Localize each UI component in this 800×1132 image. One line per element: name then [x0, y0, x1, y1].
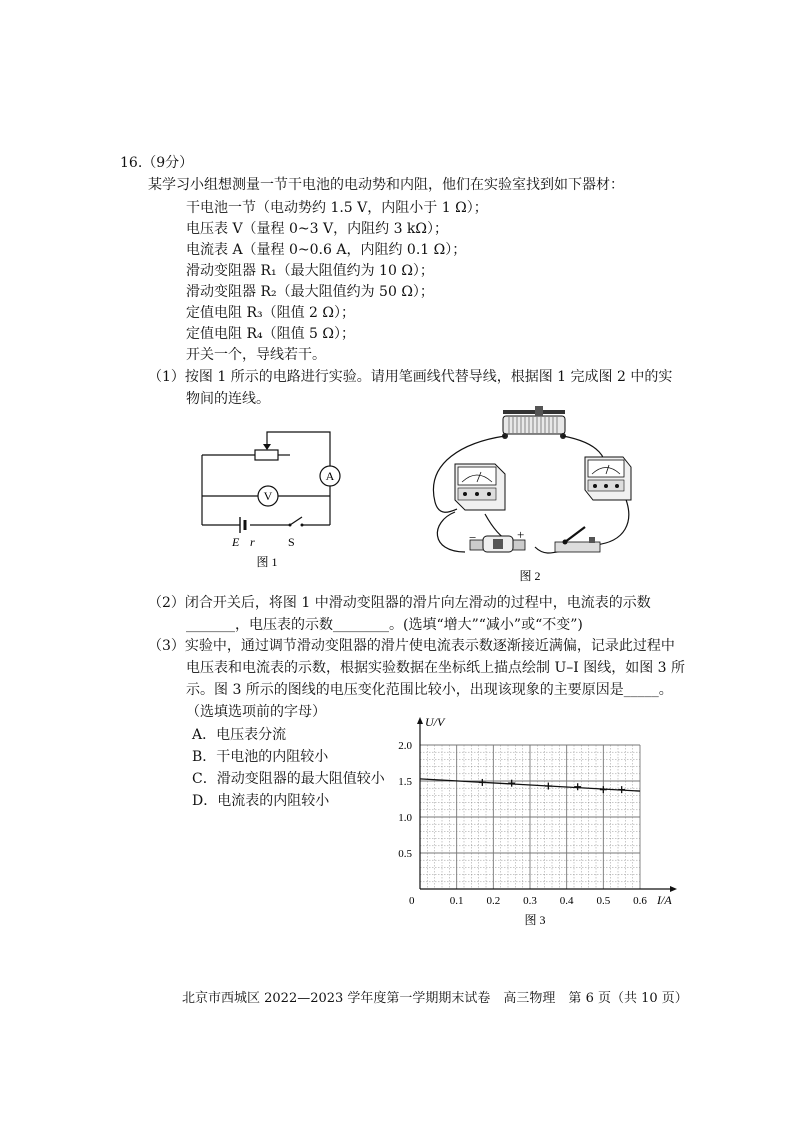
- label-S: S: [288, 535, 295, 549]
- data-point: [618, 786, 625, 793]
- part3-line2: 电压表和电流表的示数，根据实验数据在坐标纸上描点绘制 U–I 图线，如图 3 所: [186, 660, 686, 676]
- y-tick-label: 1.0: [398, 812, 412, 824]
- rheostat: [255, 450, 278, 460]
- equipment-item: 电压表 V（量程 0~3 V，内阻约 3 kΩ）；: [186, 221, 449, 237]
- x-tick-label: 0.6: [633, 895, 647, 907]
- figure1-caption: 图 1: [256, 555, 278, 569]
- x-tick-label: 0.2: [486, 895, 501, 907]
- x-tick-label: 0.1: [449, 895, 464, 907]
- x-tick-label: 0.5: [596, 895, 611, 907]
- label-r: r: [250, 535, 255, 549]
- y-axis-label: U/V: [425, 715, 445, 729]
- figure2-caption: 图 2: [519, 569, 541, 583]
- switch-symbol: [290, 517, 302, 525]
- origin-label: 0: [409, 895, 415, 907]
- ammeter-label: A: [325, 469, 335, 483]
- rheostat-device: [502, 406, 566, 439]
- figure1-circuit: [190, 420, 360, 575]
- y-axis-arrow: [417, 717, 423, 724]
- data-point: [479, 779, 486, 786]
- equipment-item: 电流表 A（量程 0~0.6 A，内阻约 0.1 Ω）；: [186, 242, 467, 258]
- figure3-caption: 图 3: [524, 913, 546, 927]
- voltmeter-label: V: [263, 489, 273, 503]
- label-E: E: [232, 535, 240, 549]
- option-d: D．电流表的内阻较小: [192, 793, 330, 809]
- x-axis-arrow: [670, 886, 677, 892]
- part2-line1: （2）闭合开关后，将图 1 中滑动变阻器的滑片向左滑动的过程中，电流表的示数: [148, 595, 651, 611]
- equipment-item: 滑动变阻器 R₁（最大阻值约为 10 Ω）；: [186, 263, 434, 279]
- battery-plus-label: +: [517, 527, 525, 542]
- figure3-chart: [385, 712, 685, 932]
- figure2-equipment: [425, 402, 650, 592]
- equipment-item: 滑动变阻器 R₂（最大阻值约为 50 Ω）；: [186, 284, 434, 300]
- rheostat-slider: [263, 444, 271, 450]
- part2-line2: _______，电压表的示数________。(选填“增大”“减小”或“不变”): [186, 617, 583, 633]
- option-c: C．滑动变阻器的最大阻值较小: [192, 771, 385, 787]
- battery-minus-label: −: [469, 530, 477, 545]
- x-tick-label: 0.3: [523, 895, 537, 907]
- data-point: [600, 786, 607, 793]
- question-number: 16.（9分）: [120, 155, 194, 171]
- equipment-item: 开关一个，导线若干。: [186, 347, 326, 363]
- equipment-item: 定值电阻 R₄（阻值 5 Ω）；: [186, 326, 356, 342]
- option-a: A．电压表分流: [192, 727, 287, 743]
- data-point: [574, 783, 581, 790]
- switch-device: [555, 527, 600, 552]
- y-tick-label: 2.0: [398, 740, 412, 752]
- part3-line4: （选填选项前的字母）: [186, 704, 326, 720]
- part3-line3: 示。图 3 所示的图线的电压变化范围比较小，出现该现象的主要原因是_____。: [186, 682, 673, 698]
- voltmeter-device: [455, 464, 505, 510]
- option-b: B．干电池的内阻较小: [192, 749, 329, 765]
- equipment-item: 干电池一节（电动势约 1.5 V，内阻小于 1 Ω）；: [186, 200, 488, 216]
- question-intro: 某学习小组想测量一节干电池的电动势和内阻，他们在实验室找到如下器材：: [148, 177, 624, 193]
- ammeter-device: [585, 457, 631, 500]
- page-footer: 北京市西城区 2022—2023 学年度第一学期期末试卷 高三物理 第 6 页（共 10 页）: [182, 991, 688, 1006]
- part1-line2: 物间的连线。: [186, 391, 270, 407]
- y-tick-label: 0.5: [398, 848, 412, 860]
- equipment-item: 定值电阻 R₃（阻值 2 Ω）；: [186, 305, 356, 321]
- part1-line1: （1）按图 1 所示的电路进行实验。请用笔画线代替导线，根据图 1 完成图 2 中的实: [148, 369, 673, 385]
- y-tick-label: 1.5: [398, 776, 412, 788]
- x-tick-label: 0.4: [559, 895, 574, 907]
- x-axis-label: I/A: [657, 893, 672, 907]
- part3-line1: （3）实验中，通过调节滑动变阻器的滑片使电流表示数逐渐接近满偏，记录此过程中: [148, 638, 675, 654]
- data-point: [545, 783, 552, 790]
